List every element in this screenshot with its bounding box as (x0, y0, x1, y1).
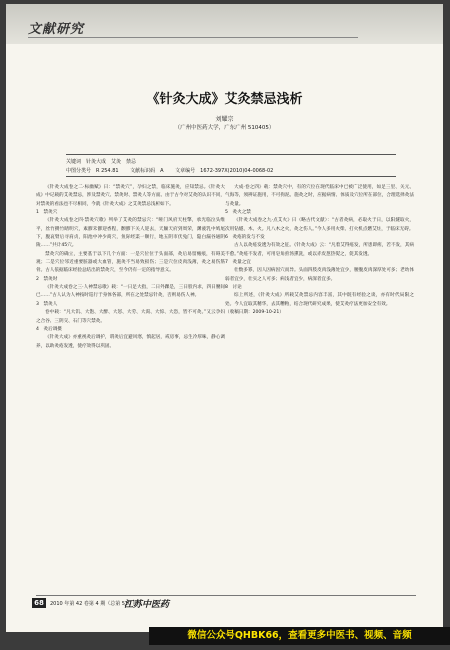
journal-page (6, 4, 443, 632)
section-heading: （收稿日期：2009-10-21） (225, 310, 284, 316)
body-paragraph: 《针灸大成卷之三·人神禁忌歌》载：“一日足大指，二日外踝是，三日股内求，四日腰间已……”古人认为人神按时巡行于身体各部，所在之处禁忌针灸，否则易伤人神。 (36, 285, 225, 299)
keywords-rule-top (66, 154, 396, 155)
body-paragraph: 大成·卷之四》载：禁灸穴中，有的穴位在现代临床中已被广泛使用，如足三里、关元、气海等，须辨证施用，不可拘泥。施灸之时，应据病情、体质及穴位所在部位，合理选择灸法与灸量。 (225, 185, 414, 207)
section-heading: 4 灸后调摄 (36, 326, 62, 332)
article-title: 《针灸大成》艾灸禁忌浅析 (146, 92, 303, 107)
body-paragraph: 《针灸大成卷之九·点艾火》曰（略古代文献）：“古者灸病，必取火于日，以阳燧取火，次用钻燧、木、火。凡八木之火，灸之伤人。”今人多用火柴、打火机点燃艾炷，于临床无碍。 (225, 218, 414, 232)
keywords-line (66, 158, 146, 165)
section-heading: 1 禁灸穴 (36, 210, 58, 216)
left-column (36, 184, 225, 351)
classification-line (66, 167, 283, 174)
class-number: 中图分类号 R 254.81 (66, 168, 119, 174)
section-heading: 8 讨论 (225, 285, 242, 291)
body-paragraph: 古人以灸疮发透为有效之征。《针灸大成》云：“凡着艾得疮发，所患即瘥，若不发，其病不愈。”灸疮不发者，可用皂角煎汤熏洗，或以赤皮葱热熨之，促其发透。 (225, 243, 414, 257)
right-column (225, 184, 414, 318)
footer-rule (36, 595, 416, 596)
body-paragraph: 《针灸大成卷之二·标幽赋》曰：“禁灸穴”，孕妇之禁，临床施灸，应知禁忌。《针灸大成》中记载的艾灸禁忌，涉及禁灸穴、禁灸时、禁灸人等方面。由于古今对艾灸的认识不同，对禁灸的看法也不尽相同，今就《针灸大成》之艾灸禁忌浅析如下。 (36, 185, 225, 207)
issue-info: 2010 年第 42 卷第 4 期（总第 520 期） (50, 601, 143, 607)
body-paragraph: 《针灸大成》亦重视灸后调护，谓灸后宜避风寒，慎起居，戒房事，忌生冷厚味，静心调养，以助灸疮发透，使疗效得以巩固。 (36, 335, 225, 349)
keywords: 关键词 针灸大成 艾灸 禁忌 (66, 159, 137, 165)
section-heading: 3 禁灸人 (36, 301, 58, 307)
document-code: 文献标识码 A (130, 168, 164, 174)
wechat-banner: 微信公众号QHBK66，查看更多中医书、视频、音频 (149, 627, 450, 645)
journal-name: 江苏中医药 (124, 600, 170, 610)
page-number: 68 (32, 598, 46, 608)
article-number: 文章编号 1672-397X(2010)04-0068-02 (175, 168, 274, 174)
body-paragraph: 禁灸穴的确立，主要基于以下几个方面：一是穴位位于头面部，灸后易留瘢痕，有碍美观；二是穴位邻近重要脏器或大血管，施灸不当易致损伤；三是穴位皮肉浅薄，灸之易伤筋骨。古人依据临床经验总结出的禁灸穴，至今仍有一定的指导意义。 (36, 251, 225, 274)
header-rule (28, 37, 358, 38)
body-paragraph: 卷中载：“凡大饥、大饱、大醉、大怒、大劳、大渴、大惊、大恐，皆不可灸。”又云孕妇之合谷、三阴交、石门等穴禁灸。 (36, 310, 225, 324)
section-label: 文献研究 (28, 22, 85, 37)
article-author: 刘耀宗 (215, 116, 234, 123)
section-heading: 7 灸量之宜 (225, 260, 251, 266)
body-paragraph: 壮数多寡，因人因病因穴而异。头面四肢皮肉浅薄处宜少，腰腹皮肉深厚处可多；老幼体弱者宜少，壮实之人可多；病浅者宜少，病深者宜多。 (225, 268, 414, 282)
article-affiliation: （广州中医药大学，广东广州 510405） (174, 125, 275, 131)
section-heading: 2 禁灸时 (36, 276, 58, 282)
body-paragraph: 《针灸大成卷之四·禁灸穴歌》列举了艾灸的禁忌穴：“哑门风府天柱擎，承光临泣头维平，丝竹攒竹睛明穴，素髎禾髎迎香程，颧髎下关人迎去，天牖天府到周荣，渊液乳中鸠尾下，腹哀臂后寻肩贞，阳池中冲少商穴，鱼际经渠一顺行，地五阴市伏兔门，隐白漏谷通阴陵……”共计45穴。 (36, 218, 225, 249)
section-heading: 6 灸疮的发与不发 (225, 235, 265, 241)
section-heading: 5 灸火之禁 (225, 210, 251, 216)
body-paragraph: 综上所述，《针灸大成》所载艾灸禁忌内容丰富，其中既有经验之谈，亦有时代局限之处。今人宜取其精华，去其糟粕，结合现代研究成果，使艾灸疗法更加安全有效。 (225, 293, 414, 307)
keywords-rule-bottom (66, 176, 396, 177)
